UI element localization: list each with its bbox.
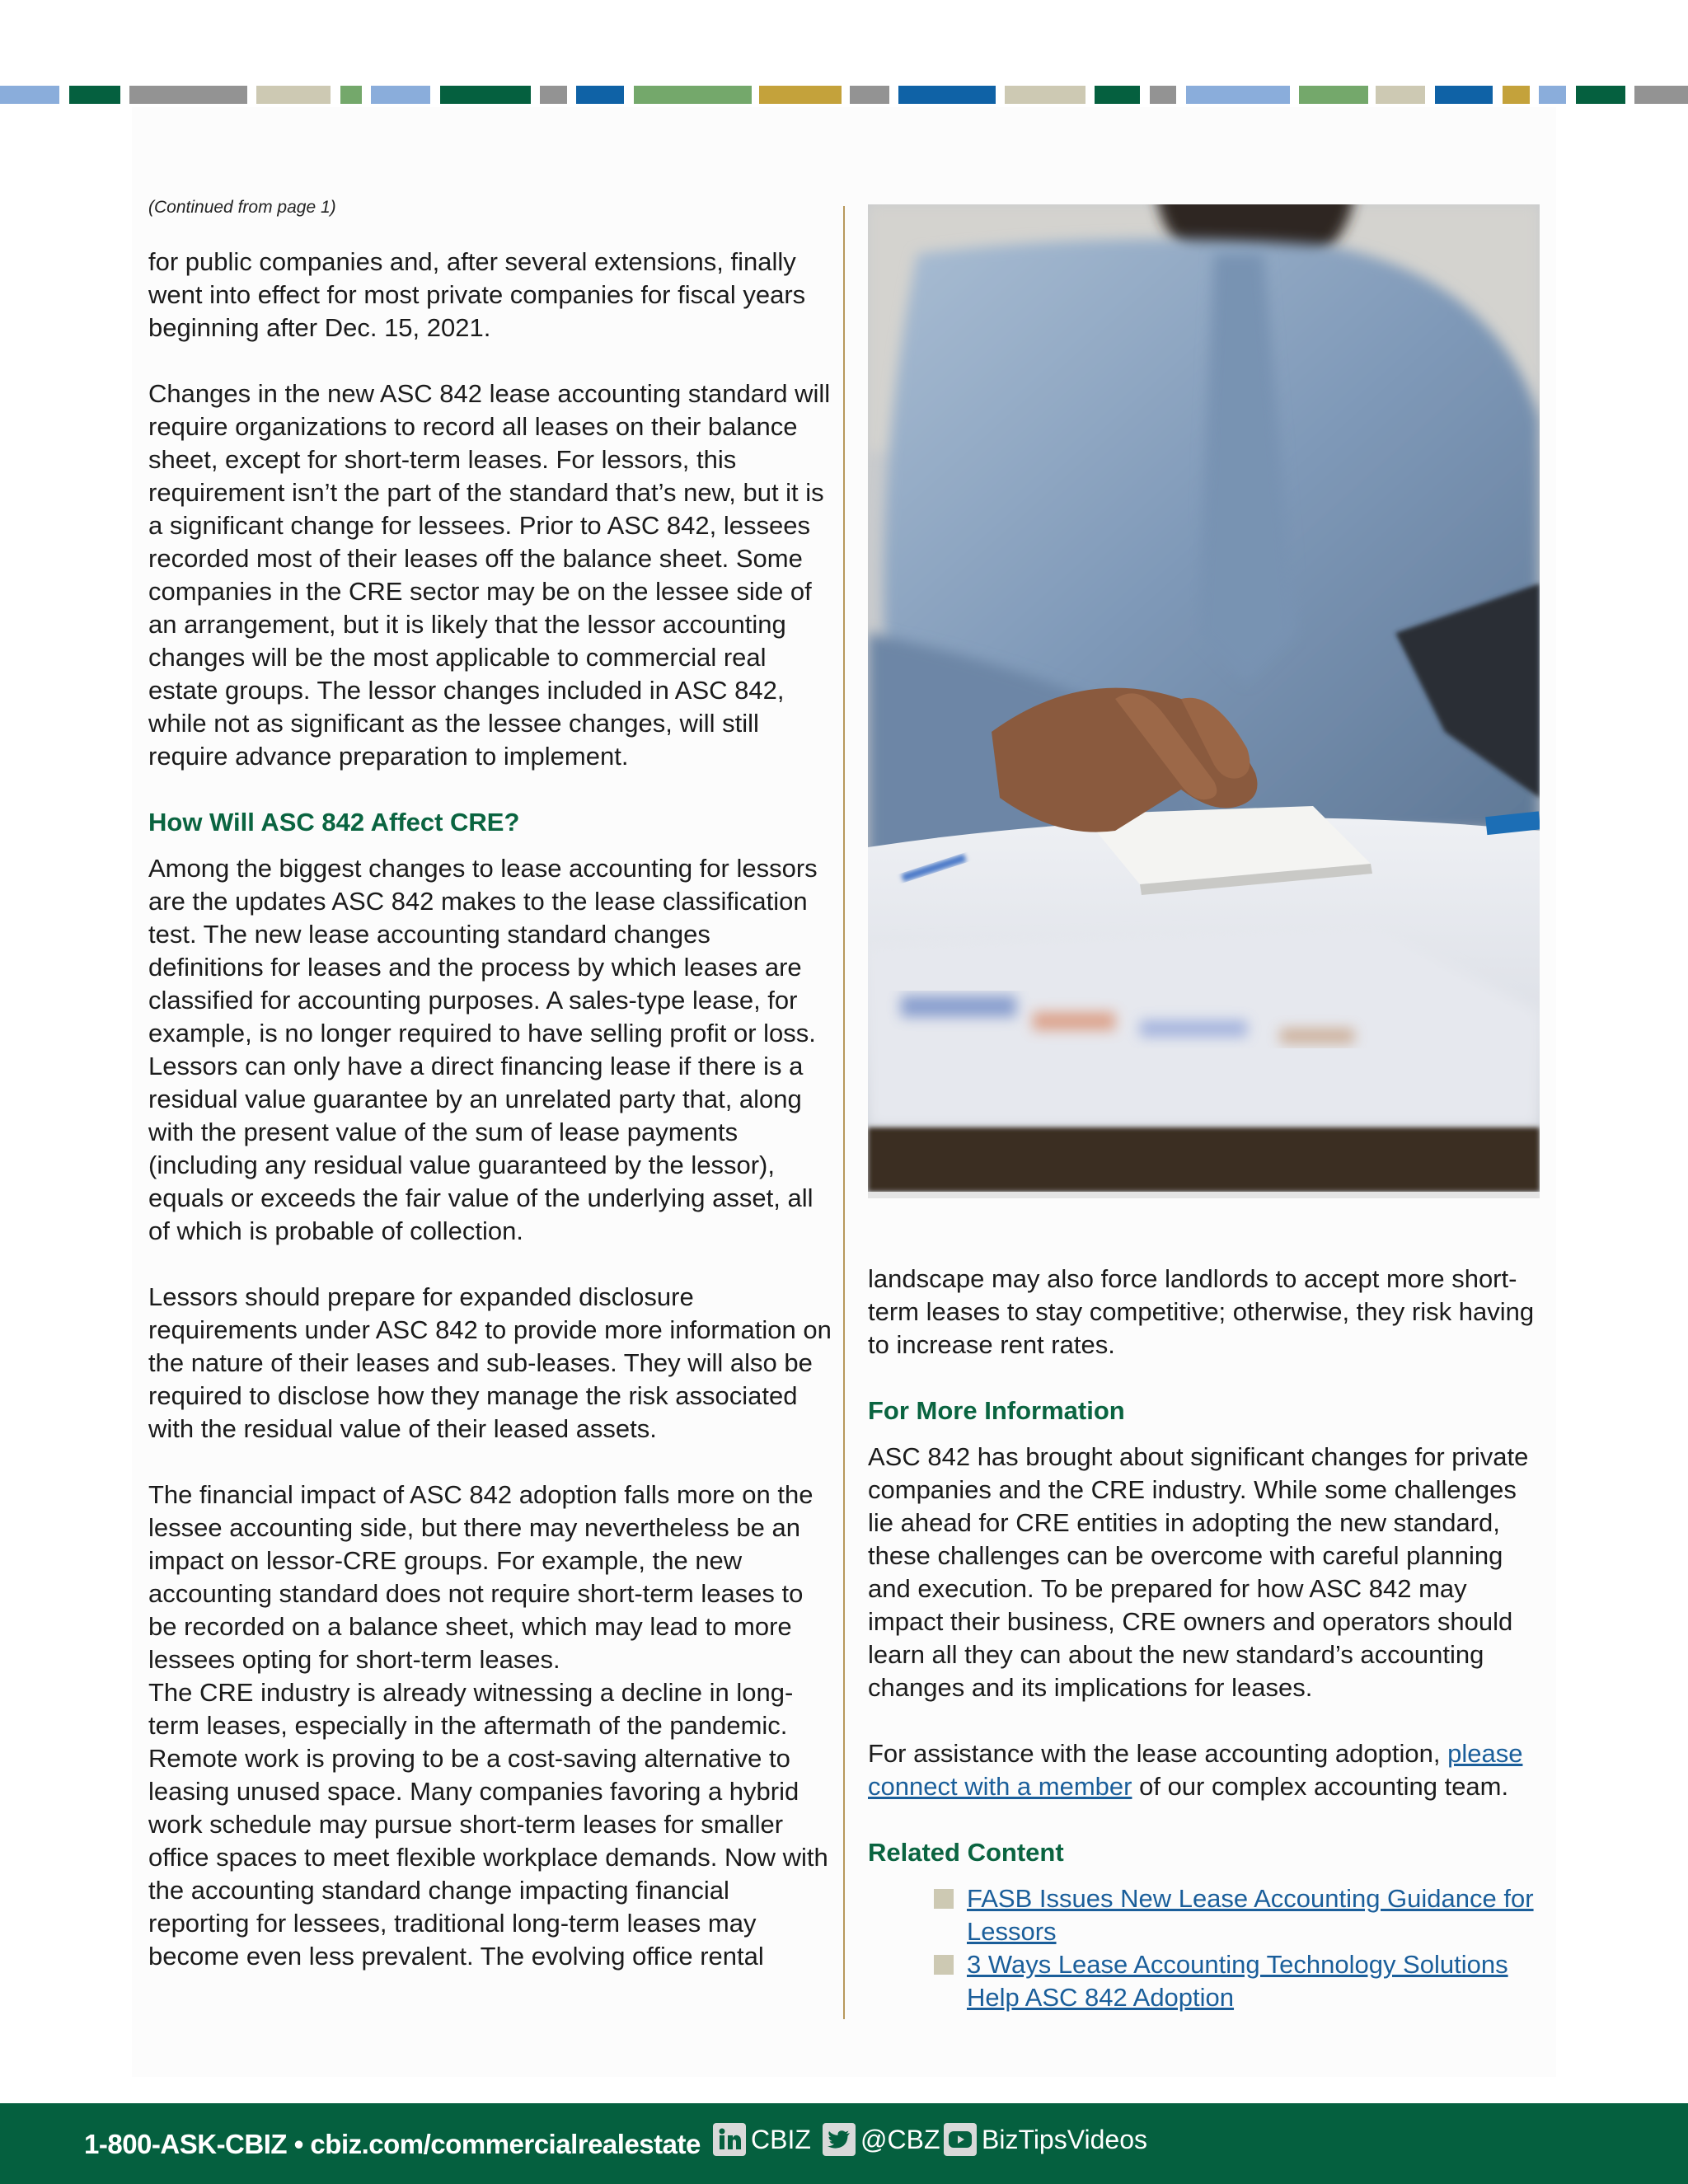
linkedin-link[interactable] <box>713 2123 811 2156</box>
stripe-segment <box>576 86 624 104</box>
stripe-segment <box>540 86 567 104</box>
section-heading: How Will ASC 842 Affect CRE? <box>148 808 520 837</box>
decorative-stripe <box>0 86 1688 104</box>
assist-text: of our complex accounting team. <box>1132 1772 1509 1801</box>
twitter-label: @CBZ <box>860 2125 940 2154</box>
left-column <box>148 196 832 1973</box>
list-item <box>934 1882 1545 1948</box>
square-bullet-icon <box>934 1955 954 1975</box>
paragraph: ASC 842 has brought about significant changes for private companies and the CRE industry. While some challenges lie ahead for CRE entities in adopting the new standard, these challenges can be overcome with careful planning and execution. To be prepared for how ASC 842 may impact their business, CRE owners and operators should learn all they can about the new standard’s accounting changes and its implications for leases. <box>868 1442 1529 1702</box>
right-column <box>868 1263 1545 2014</box>
paragraph: Lessors should prepare for expanded disclosure requirements under ASC 842 to provide more information on the nature of their leases and sub-leases. They will also be required to disclose how they manage the risk associated with the residual value of their leased assets. <box>148 1282 832 1443</box>
stripe-segment <box>1503 86 1530 104</box>
stripe-segment <box>371 86 430 104</box>
paragraph: Among the biggest changes to lease accounting for lessors are the updates ASC 842 makes to the lease classification test. The new lease accounting standard changes definitions for leases and the process by which leases are classified for accounting purposes. A sales-type lease, for example, is no longer required to have selling profit or loss. Lessors can only have a direct financing lease if there is a residual value guarantee by an unrelated party that, along with the present value of the sum of lease payments (including any residual value guaranteed by the lessor), equals or exceeds the fair value of the underlying asset, all of which is probable of collection. <box>148 854 818 1245</box>
related-link-fasb[interactable]: FASB Issues New Lease Accounting Guidance for Lessors <box>967 1884 1534 1946</box>
stripe-segment <box>0 86 59 104</box>
assist-text: For assistance with the lease accounting adoption, <box>868 1739 1448 1768</box>
stripe-segment <box>898 86 996 104</box>
businessman-calculator-photo <box>868 204 1540 1192</box>
related-link-technology[interactable]: 3 Ways Lease Accounting Technology Solutions Help ASC 842 Adoption <box>967 1950 1508 2012</box>
youtube-label: BizTipsVideos <box>982 2125 1147 2154</box>
paragraph: The CRE industry is already witnessing a decline in long-term leases, especially in the aftermath of the pandemic. Remote work is proving to be a cost-saving alternative to leasing unused space. Many companies favoring a hybrid work schedule may pursue short-term leases for smaller office spaces to meet flexible workplace demands. Now with the accounting standard change impacting financial reporting for lessees, traditional long-term leases may become even less prevalent. The evolving office rental <box>148 1678 828 1971</box>
stripe-segment <box>1186 86 1290 104</box>
stripe-segment <box>440 86 531 104</box>
youtube-link[interactable] <box>944 2123 1147 2156</box>
square-bullet-icon <box>934 1889 954 1909</box>
stripe-segment <box>1435 86 1493 104</box>
paragraph: landscape may also force landlords to accept more short-term leases to stay competitive; otherwise, they risk having to increase rent rates. <box>868 1264 1535 1359</box>
paragraph: Changes in the new ASC 842 lease accounting standard will require organizations to record all leases on their balance sheet, except for short-term leases. For lessors, this requirement isn’t the part of the standard that’s new, but it is a significant change for lessees. Prior to ASC 842, lessees recorded most of their leases off the balance sheet. Some companies in the CRE sector may be on the lessee side of an arrangement, but it is likely that the lessor accounting changes will be the most applicable to commercial real estate groups. The lessor changes included in ASC 842, while not as significant as the lessee changes, will still require advance preparation to implement. <box>148 379 831 771</box>
linkedin-icon <box>713 2123 746 2156</box>
stripe-segment <box>759 86 842 104</box>
stripe-segment <box>256 86 331 104</box>
stripe-segment <box>850 86 889 104</box>
continued-note: (Continued from page 1) <box>148 198 336 217</box>
youtube-icon <box>944 2123 977 2156</box>
twitter-link[interactable] <box>823 2123 940 2156</box>
section-heading-related: Related Content <box>868 1838 1064 1867</box>
stripe-segment <box>1634 86 1688 104</box>
twitter-icon <box>823 2123 856 2156</box>
stripe-segment <box>1576 86 1625 104</box>
paragraph: for public companies and, after several extensions, finally went into effect for most private companies for fiscal years beginning after Dec. 15, 2021. <box>148 247 806 342</box>
photo-shadow <box>868 1192 1540 1198</box>
section-heading-more-info: For More Information <box>868 1396 1125 1425</box>
stripe-segment <box>1150 86 1176 104</box>
linkedin-label: CBIZ <box>751 2125 811 2154</box>
stripe-segment <box>340 86 362 104</box>
stripe-segment <box>1299 86 1368 104</box>
stripe-segment <box>1376 86 1425 104</box>
stripe-segment <box>1095 86 1140 104</box>
stripe-segment <box>1539 86 1566 104</box>
assistance-paragraph <box>868 1737 1545 1803</box>
stripe-segment <box>69 86 120 104</box>
related-content-list <box>934 1882 1545 2014</box>
stripe-segment <box>1005 86 1085 104</box>
connect-member-link[interactable]: please connect with a member <box>868 1739 1523 1801</box>
column-divider <box>843 206 845 2019</box>
stripe-segment <box>129 86 247 104</box>
stripe-segment <box>634 86 752 104</box>
paragraph: The financial impact of ASC 842 adoption falls more on the lessee accounting side, but there may nevertheless be an impact on lessor-CRE groups. For example, the new accounting standard does not require short-term leases to be recorded on a balance sheet, which may lead to more lessees opting for short-term leases. <box>148 1480 814 1674</box>
footer-bar <box>0 2103 1688 2184</box>
footer-contact[interactable]: 1-800-ASK-CBIZ • cbiz.com/commercialrealestate <box>84 2129 701 2159</box>
list-item <box>934 1948 1545 2014</box>
